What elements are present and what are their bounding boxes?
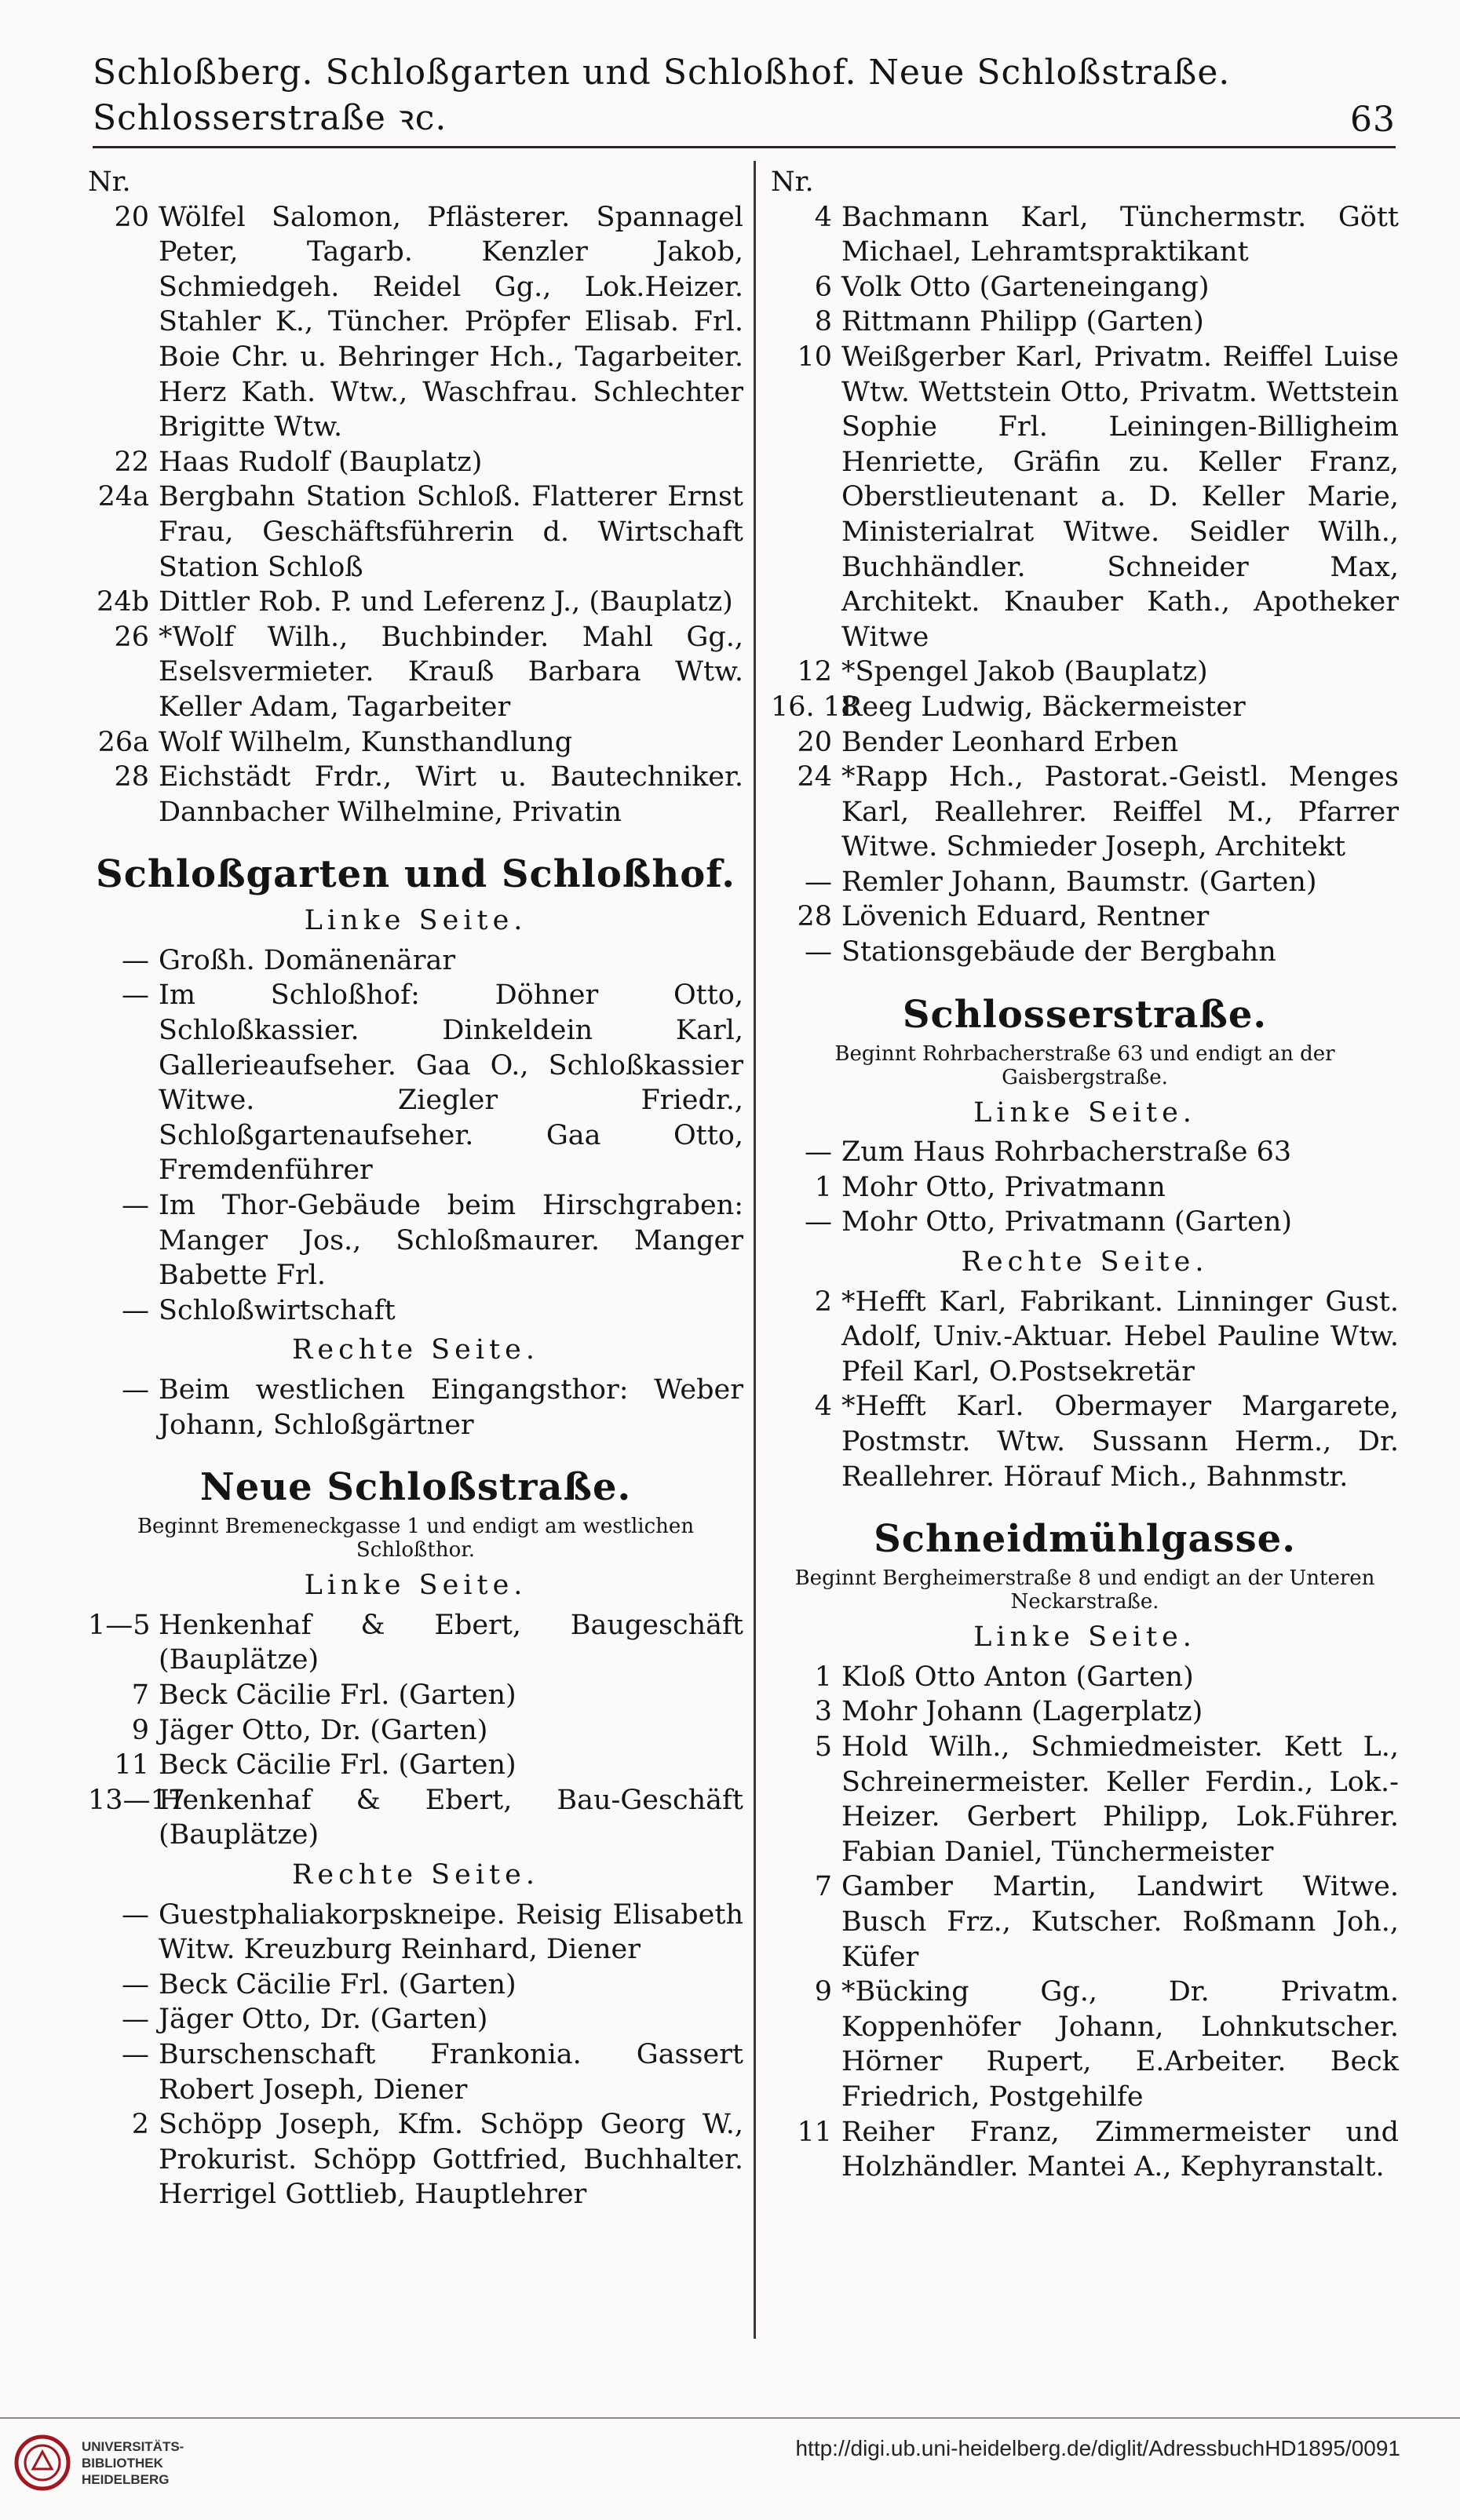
directory-entry	[88, 943, 743, 979]
resident-text: Reeg Ludwig, Bäckermeister	[841, 691, 1246, 723]
side-label: Linke Seite.	[304, 905, 527, 937]
house-number: —	[122, 1968, 149, 2000]
house-number: 28	[114, 761, 149, 793]
directory-entry	[88, 620, 743, 725]
directory-entry	[771, 340, 1399, 655]
side-label: Linke Seite.	[973, 1096, 1196, 1129]
side-label: Rechte Seite.	[961, 1246, 1209, 1278]
resident-text: Reiher Franz, Zimmermeister und Holzhändler. Mantei A., Kephyranstalt.	[841, 2116, 1399, 2183]
resident-text: Burschenschaft Frankonia. Gassert Robert Joseph, Diener	[159, 2038, 743, 2106]
directory-entry	[771, 1730, 1399, 1869]
house-number: 5	[814, 1730, 832, 1763]
nr-label: Nr.	[771, 166, 814, 198]
directory-entry	[88, 200, 743, 445]
house-number: 26a	[97, 726, 149, 758]
directory-entry	[771, 690, 1399, 725]
resident-text: Wölfel Salomon, Pflästerer. Spannagel Peter, Tagarb. Kenzler Jakob, Schmiedgeh. Reidel Gg., Lok.Heizer. Stahler K., Tüncher. Pröpfer Elisab. Frl. Boie Chr. u. Behringer Hch., Tagarbeiter. Herz Kath. Wtw., Waschfrau. Schlechter Brigitte Wtw.	[159, 201, 743, 443]
resident-text: Weißgerber Karl, Privatm. Reiffel Luise Wtw. Wettstein Otto, Privatm. Wettstein Sophie Frl. Leiningen-Billigheim Henriette, Gräfin zu. Keller Franz, Oberstlieutenant a. D. Keller Marie, Ministerialrat Witwe. Seidler Wilh., Buchhändler. Schneider Max, Architekt. Knauber Kath., Apotheker Witwe	[841, 341, 1399, 653]
house-number: 6	[814, 271, 832, 303]
logo-line: UNIVERSITÄTS-	[82, 2438, 184, 2454]
resident-text: Im Schloßhof: Döhner Otto, Schloßkassier. Dinkeldein Karl, Gallerieaufseher. Gaa O., Schloßkassier Witwe. Ziegler Friedr., Schloßgartenaufseher. Gaa Otto, Fremdenführer	[159, 979, 743, 1187]
resident-text: Großh. Domänenärar	[159, 944, 456, 976]
resident-text: Jäger Otto, Dr. (Garten)	[159, 1714, 488, 1746]
left-column	[88, 165, 743, 2212]
entry-list	[771, 1660, 1399, 2185]
resident-text: *Wolf Wilh., Buchbinder. Mahl Gg., Eselsvermieter. Krauß Barbara Wtw. Keller Adam, Tagarbeiter	[159, 621, 743, 723]
resident-text: Im Thor-Gebäude beim Hirschgraben: Manger Jos., Schloßmaurer. Manger Babette Frl.	[159, 1190, 743, 1292]
resident-text: Volk Otto (Garteneingang)	[841, 271, 1210, 303]
resident-text: Bergbahn Station Schloß. Flatterer Ernst Frau, Geschäftsführerin d. Wirtschaft Station Schloß	[159, 481, 743, 583]
house-number: 3	[814, 1696, 832, 1728]
house-number: 8	[814, 306, 832, 338]
house-number: —	[805, 866, 832, 898]
house-number: 11	[797, 2116, 832, 2148]
section-title: Schneidmühlgasse.	[874, 1517, 1296, 1562]
side-label: Rechte Seite.	[292, 1858, 539, 1891]
directory-entry	[88, 1608, 743, 1678]
entry-list	[88, 943, 743, 1329]
directory-entry	[771, 1285, 1399, 1390]
entry-list	[88, 1898, 743, 2212]
house-number: —	[122, 944, 149, 976]
directory-entry	[88, 1783, 743, 1853]
resident-text: *Spengel Jakob (Bauplatz)	[841, 656, 1208, 688]
running-title: Schloßberg. Schloßgarten und Schloßhof. Neue Schloßstraße. Schlosserstraße ꝛc.	[93, 53, 1231, 138]
resident-text: Dittler Rob. P. und Leferenz J., (Bauplatz)	[159, 586, 733, 618]
house-number: 24	[797, 761, 832, 793]
house-number: 24a	[97, 481, 149, 513]
house-number: 13—17	[88, 1784, 186, 1816]
resident-text: Kloß Otto Anton (Garten)	[841, 1661, 1194, 1693]
entry-list	[771, 1285, 1399, 1495]
side-label: Linke Seite.	[304, 1570, 527, 1602]
directory-entry	[771, 200, 1399, 270]
entry-list	[88, 1373, 743, 1442]
directory-entry	[771, 1389, 1399, 1494]
house-number: —	[805, 1136, 832, 1169]
directory-entry	[771, 1135, 1399, 1170]
house-number: 20	[114, 201, 149, 233]
resident-text: Mohr Otto, Privatmann	[841, 1171, 1166, 1203]
resident-text: Beck Cäcilie Frl. (Garten)	[159, 1968, 516, 2000]
house-number: —	[805, 1206, 832, 1238]
directory-entry	[771, 2115, 1399, 2185]
directory-entry	[771, 1170, 1399, 1205]
resident-text: *Hefft Karl, Fabrikant. Linninger Gust. Adolf, Univ.-Aktuar. Hebel Pauline Wtw. Pfeil Karl, O.Postsekretär	[841, 1286, 1399, 1388]
directory-entry	[771, 865, 1399, 900]
directory-entry	[771, 760, 1399, 865]
directory-entry	[88, 1748, 743, 1783]
resident-text: Hold Wilh., Schmiedmeister. Kett L., Schreinermeister. Keller Ferdin., Lok.-Heizer. Gerbert Philipp, Lok.Führer. Fabian Daniel, Tünchermeister	[841, 1730, 1399, 1868]
resident-text: *Hefft Karl. Obermayer Margarete, Postmstr. Wtw. Sussann Herm., Dr. Reallehrer. Hörauf Mich., Bahnmstr.	[841, 1391, 1399, 1493]
house-number: —	[122, 1190, 149, 1222]
house-number: 16. 18	[771, 691, 859, 723]
house-number: 2	[814, 1286, 832, 1318]
resident-text: Schloßwirtschaft	[159, 1294, 396, 1326]
resident-text: Bender Leonhard Erben	[841, 726, 1179, 758]
house-number: 7	[814, 1871, 832, 1903]
directory-entry	[88, 1898, 743, 1967]
resident-text: Lövenich Eduard, Rentner	[841, 901, 1210, 933]
directory-entry	[771, 899, 1399, 935]
directory-entry	[88, 585, 743, 620]
library-logo[interactable]	[14, 2434, 184, 2491]
resident-text: Stationsgebäude der Bergbahn	[841, 936, 1276, 968]
house-number: —	[122, 979, 149, 1012]
side-label: Rechte Seite.	[292, 1334, 539, 1366]
logo-line: HEIDELBERG	[82, 2471, 170, 2487]
house-number: —	[122, 1898, 149, 1931]
directory-entry	[88, 978, 743, 1188]
directory-entry	[88, 1678, 743, 1713]
house-number: 1—5	[88, 1609, 151, 1641]
resident-text: Wolf Wilhelm, Kunsthandlung	[159, 726, 573, 758]
directory-entry	[88, 1293, 743, 1329]
resident-text: *Bücking Gg., Dr. Privatm. Koppenhöfer Johann, Lohnkutscher. Hörner Rupert, E.Arbeiter. Beck Friedrich, Postgehilfe	[841, 1976, 1399, 2113]
resident-text: Bachmann Karl, Tünchermstr. Gött Michael, Lehramtspraktikant	[841, 201, 1399, 268]
resident-text: Jäger Otto, Dr. (Garten)	[159, 2004, 488, 2036]
logo-text	[82, 2438, 184, 2488]
resident-text: Beck Cäcilie Frl. (Garten)	[159, 1679, 516, 1711]
nr-label: Nr.	[88, 166, 131, 198]
section-subtitle: Beginnt Rohrbacherstraße 63 und endigt an der Gaisbergstraße.	[834, 1041, 1335, 1089]
directory-entry	[88, 1373, 743, 1442]
resident-text: Henkenhaf & Ebert, Bau-Geschäft (Bauplätze)	[159, 1784, 743, 1851]
resident-text: Mohr Johann (Lagerplatz)	[841, 1696, 1203, 1728]
resident-text: Schöpp Joseph, Kfm. Schöpp Georg W., Prokurist. Schöpp Gottfried, Buchhalter. Herrigel Gottlieb, Hauptlehrer	[159, 2109, 743, 2211]
entry-list	[88, 1608, 743, 1853]
entry-list	[771, 200, 1399, 970]
resident-text: Guestphaliakorpskneipe. Reisig Elisabeth Witw. Kreuzburg Reinhard, Diener	[159, 1898, 743, 1966]
directory-entry	[771, 725, 1399, 760]
resident-text: Henkenhaf & Ebert, Baugeschäft (Bauplätze)	[159, 1609, 743, 1676]
directory-entry	[771, 935, 1399, 970]
side-label: Linke Seite.	[973, 1621, 1196, 1654]
resident-text: Beck Cäcilie Frl. (Garten)	[159, 1749, 516, 1782]
directory-entry	[771, 1660, 1399, 1695]
directory-entry	[771, 1869, 1399, 1975]
resident-text: Rittmann Philipp (Garten)	[841, 306, 1204, 338]
house-number: 9	[131, 1714, 149, 1746]
house-number: 7	[131, 1679, 149, 1711]
house-number: 28	[797, 901, 832, 933]
directory-entry	[88, 1713, 743, 1749]
resident-text: Eichstädt Frdr., Wirt u. Bautechniker. Dannbacher Wilhelmine, Privatin	[159, 761, 743, 828]
house-number: —	[122, 1294, 149, 1326]
column-divider	[754, 161, 756, 2339]
source-url[interactable]: http://digi.ub.uni-heidelberg.de/diglit/AdressbuchHD1895/0091	[795, 2436, 1400, 2460]
logo-line: BIBLIOTHEK	[82, 2455, 163, 2471]
seal-icon	[14, 2434, 71, 2491]
entry-list	[771, 1135, 1399, 1240]
entry-list	[88, 200, 743, 830]
directory-entry	[771, 655, 1399, 690]
directory-entry	[88, 1967, 743, 2003]
page-number: 63	[1350, 100, 1396, 140]
resident-text: Zum Haus Rohrbacherstraße 63	[841, 1136, 1292, 1169]
section-subtitle: Beginnt Bremeneckgasse 1 und endigt am westlichen Schloßthor.	[137, 1515, 695, 1563]
house-number: 24b	[97, 586, 149, 618]
page-header	[93, 53, 1396, 148]
directory-entry	[771, 1975, 1399, 2114]
section-title: Schloßgarten und Schloßhof.	[96, 852, 735, 897]
resident-text: Mohr Otto, Privatmann (Garten)	[841, 1206, 1293, 1238]
house-number: 9	[814, 1976, 832, 2008]
resident-text: Gamber Martin, Landwirt Witwe. Busch Frz., Kutscher. Roßmann Joh., Küfer	[841, 1871, 1399, 1973]
directory-entry	[88, 445, 743, 480]
directory-entry	[88, 725, 743, 760]
house-number: 1	[814, 1661, 832, 1693]
house-number: 12	[797, 656, 832, 688]
house-number: 26	[114, 621, 149, 653]
house-number: 4	[814, 201, 832, 233]
directory-entry	[88, 1188, 743, 1293]
directory-entry	[88, 2037, 743, 2107]
house-number: —	[805, 936, 832, 968]
section-title: Schlosserstraße.	[902, 992, 1268, 1037]
section-subtitle: Beginnt Bergheimerstraße 8 und endigt an der Unteren Neckarstraße.	[794, 1566, 1375, 1614]
resident-text: *Rapp Hch., Pastorat.-Geistl. Menges Karl, Reallehrer. Reiffel M., Pfarrer Witwe. Schmieder Joseph, Architekt	[841, 761, 1399, 863]
viewer-footer	[0, 2417, 1460, 2497]
resident-text: Haas Rudolf (Bauplatz)	[159, 446, 483, 478]
house-number: 4	[814, 1391, 832, 1423]
house-number: 20	[797, 726, 832, 758]
house-number: 22	[114, 446, 149, 478]
house-number: 1	[814, 1171, 832, 1203]
directory-entry	[88, 480, 743, 585]
resident-text: Remler Johann, Baumstr. (Garten)	[841, 866, 1317, 898]
right-column	[771, 165, 1399, 2185]
directory-entry	[88, 2002, 743, 2037]
directory-entry	[771, 270, 1399, 305]
directory-entry	[771, 1694, 1399, 1730]
resident-text: Beim westlichen Eingangsthor: Weber Johann, Schloßgärtner	[159, 1374, 743, 1441]
directory-entry	[88, 2107, 743, 2212]
section-title: Neue Schloßstraße.	[199, 1465, 632, 1510]
house-number: —	[122, 2038, 149, 2070]
directory-entry	[771, 305, 1399, 340]
house-number: 11	[114, 1749, 149, 1782]
directory-entry	[771, 1205, 1399, 1240]
house-number: 10	[797, 341, 832, 373]
house-number: —	[122, 1374, 149, 1406]
directory-entry	[88, 760, 743, 830]
house-number: 2	[131, 2109, 149, 2141]
house-number: —	[122, 2004, 149, 2036]
